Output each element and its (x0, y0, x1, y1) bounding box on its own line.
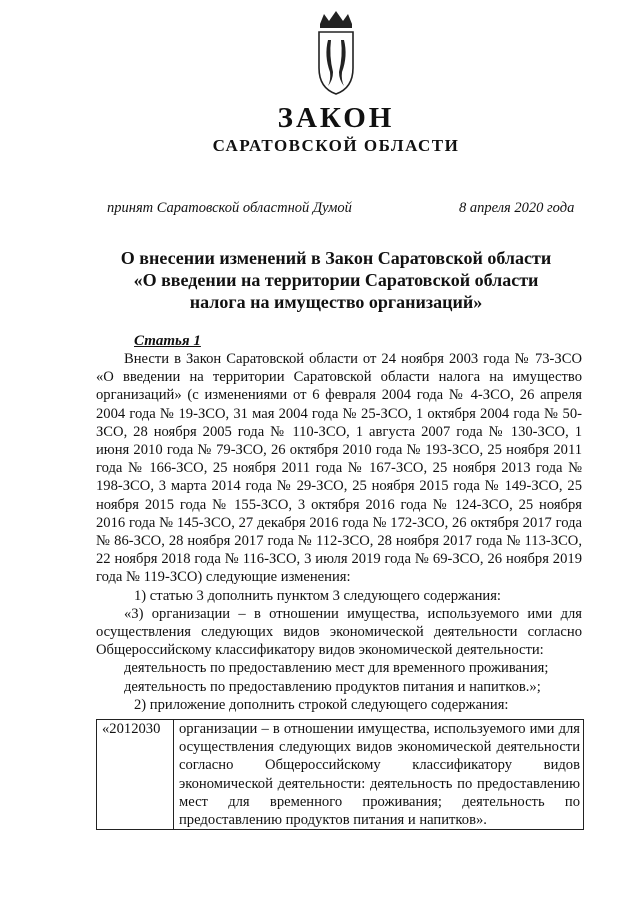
paragraph-item-2: 2) приложение дополнить строкой следующего содержания: (134, 696, 509, 713)
document-title: ЗАКОН (277, 102, 395, 134)
adoption-date: 8 апреля 2020 года (459, 200, 575, 216)
table-row (97, 720, 584, 830)
coat-of-arms-emblem (314, 10, 358, 96)
paragraph-item-1: 1) статью 3 дополнить пунктом 3 следующего содержания: (134, 587, 501, 604)
article-body (96, 350, 582, 714)
document-subtitle: САРАТОВСКОЙ ОБЛАСТИ (212, 136, 460, 155)
table-code-cell: «2012030 (97, 720, 174, 830)
heading-line: «О введении на территории Саратовской области (133, 270, 539, 290)
article-label: Статья 1 (134, 333, 201, 349)
appendix-table (96, 719, 584, 830)
paragraph-activity-2: деятельность по предоставлению продуктов питания и напитков.»; (124, 678, 541, 695)
paragraph-activity-1: деятельность по предоставлению мест для временного проживания; (124, 660, 549, 677)
heading-line: О внесении изменений в Закон Саратовской области (120, 248, 552, 268)
adopted-by: принят Саратовской областной Думой (107, 200, 352, 216)
heading-line: налога на имущество организаций» (189, 292, 483, 312)
paragraph-main: Внести в Закон Саратовской области от 24 ноября 2003 года № 73-ЗСО «О введении на территории Саратовской области налога на имущество организаций» (с изменениями от 6 февраля 2004 года № 4-ЗСО, 26 апреля 2004 года № 19-ЗСО, 31 мая 2004 года № 25-ЗСО, 1 октября 2004 года № 50-ЗСО, 28 ноября 2005 года № 110-ЗСО, 1 августа 2007 года № 130-ЗСО, 1 июня 2010 года № 79-ЗСО, 26 октября 2010 года № 193-ЗСО, 25 ноября 2011 года № 166-ЗСО, 25 ноября 2011 года № 167-ЗСО, 25 ноября 2013 года № 198-ЗСО, 3 марта 2014 года № 29-ЗСО, 25 ноября 2015 года № 149-ЗСО, 25 ноября 2015 года № 155-ЗСО, 3 октября 2016 года № 124-ЗСО, 25 ноября 2016 года № 145-ЗСО, 27 декабря 2016 года № 172-ЗСО, 26 октября 2017 года № 86-ЗСО, 28 ноября 2017 года № 112-ЗСО, 28 ноября 2017 года № 113-ЗСО, 22 ноября 2018 года № 116-ЗСО, 3 июля 2019 года № 69-ЗСО, 26 ноября 2019 года № 119-ЗСО) следующие изменения: (96, 351, 582, 586)
table-description-cell: организации – в отношении имущества, используемого ими для осуществления следующих видов экономической деятельности согласно Общероссийскому классификатору видов экономической деятельности: деятельность по предоставлению мест для временного проживания; деятельность по предоставлению продуктов питания и напитков». (174, 720, 584, 830)
law-heading (96, 247, 576, 313)
paragraph-quote: «3) организации – в отношении имущества, используемого ими для осуществления следующих видов экономической деятельности согласно Общероссийскому классификатору видов экономической деятельности: (96, 605, 582, 659)
